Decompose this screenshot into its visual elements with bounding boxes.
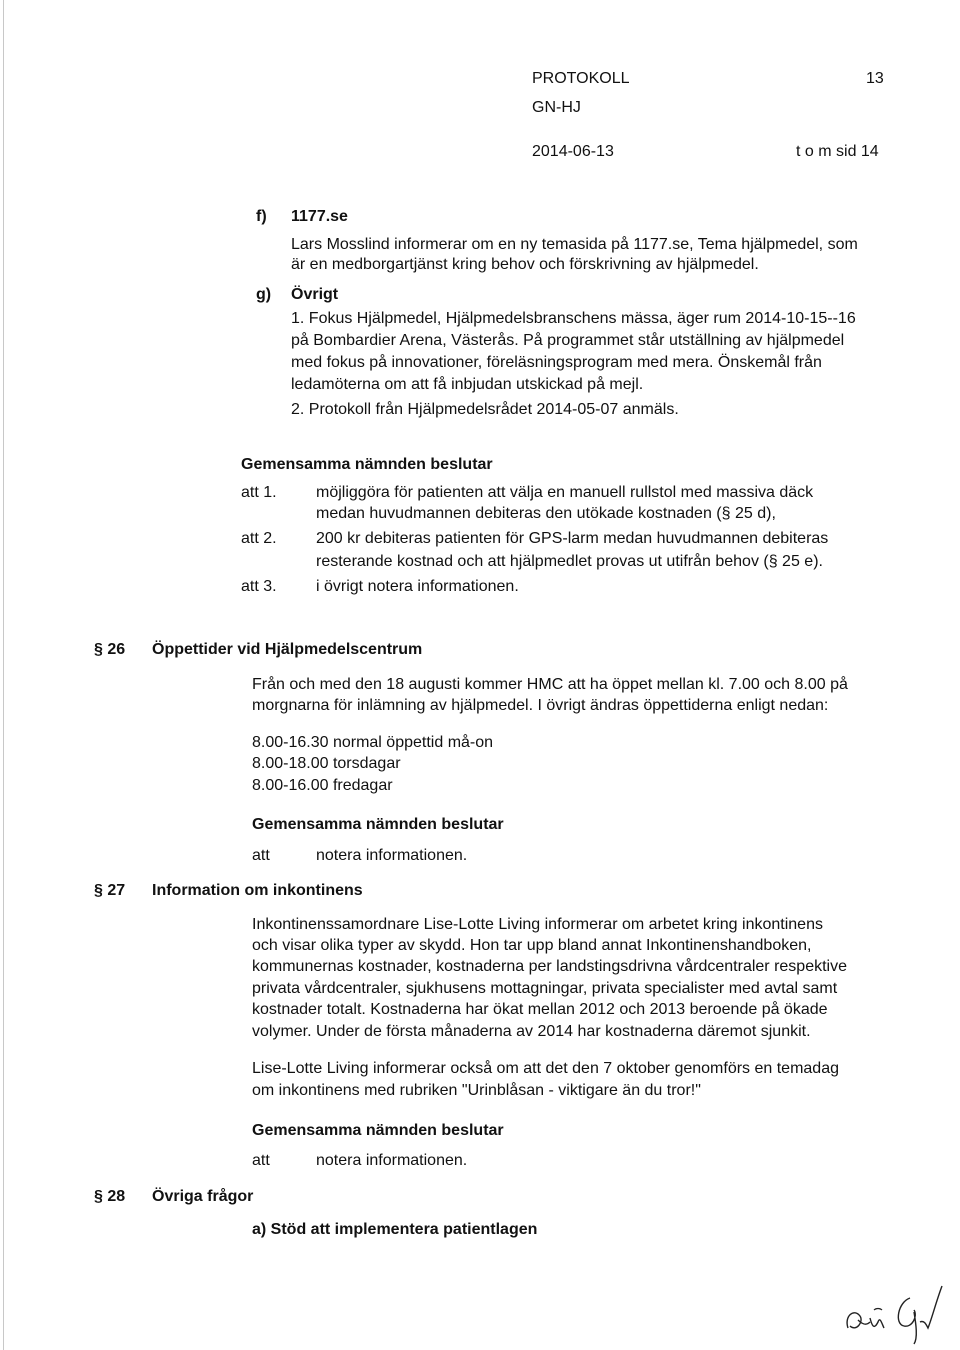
section-title: Övriga frågor	[152, 1188, 254, 1205]
section-line: volymer. Under de första månaderna av 2014 har kostnaderna däremot sjunkit.	[252, 1023, 811, 1040]
hours-line: 8.00-16.00 fredagar	[252, 777, 393, 794]
item-g-marker: g)	[256, 286, 272, 303]
decision-text: 200 kr debiteras patienten för GPS-larm medan huvudmannen debiteras	[316, 530, 829, 547]
scan-edge-line	[3, 0, 4, 1350]
section-line: om inkontinens med rubriken "Urinblåsan - viktigare än du tror!"	[252, 1082, 701, 1099]
decision-text: möjliggöra för patienten att välja en manuell rullstol med massiva däck	[316, 484, 814, 501]
section-line: Inkontinenssamordnare Lise-Lotte Living informerar om arbetet kring inkontinens	[252, 916, 823, 933]
item-f-line: Lars Mosslind informerar om en ny temasida på 1177.se, Tema hjälpmedel, som	[291, 236, 858, 253]
hours-line: 8.00-18.00 torsdagar	[252, 755, 401, 772]
decision-text: resterande kostnad och att hjälpmedlet provas ut utifrån behov (§ 25 e).	[316, 553, 823, 570]
decision-heading: Gemensamma nämnden beslutar	[241, 456, 493, 473]
section-line: Lise-Lotte Living informerar också om att det den 7 oktober genomförs en temadag	[252, 1060, 839, 1077]
item-g-line: ledamöterna om att få inbjudan utskickad på mejl.	[291, 376, 644, 393]
unit-code: GN-HJ	[532, 99, 581, 116]
item-g-line: 1. Fokus Hjälpmedel, Hjälpmedelsbranschens mässa, äger rum 2014-10-15--16	[291, 310, 856, 327]
decision-label: att	[252, 1152, 270, 1169]
section-line: kostnader totalt. Kostnaderna har ökat mellan 2012 och 2013 beroende på ökade	[252, 1001, 828, 1018]
decision-heading: Gemensamma nämnden beslutar	[252, 1122, 504, 1139]
handwritten-initials	[840, 1280, 950, 1350]
decision-text: medan huvudmannen debiteras den utökade kostnaden (§ 25 d),	[316, 505, 776, 522]
page-range: t o m sid 14	[796, 143, 879, 160]
section-line: Från och med den 18 augusti kommer HMC att ha öppet mellan kl. 7.00 och 8.00 på	[252, 676, 848, 693]
item-g-line: med fokus på innovationer, föreläsningsprogram med mera. Önskemål från	[291, 354, 822, 371]
item-f-line: är en medborgartjänst kring behov och förskrivning av hjälpmedel.	[291, 256, 759, 273]
item-f-marker: f)	[256, 208, 267, 225]
decision-text: notera informationen.	[316, 1152, 468, 1169]
doc-type: PROTOKOLL	[532, 70, 630, 87]
decision-label: att	[252, 847, 270, 864]
section-number: § 26	[94, 641, 126, 658]
section-title: Öppettider vid Hjälpmedelscentrum	[152, 641, 423, 658]
decision-heading: Gemensamma nämnden beslutar	[252, 816, 504, 833]
section-line: kommunernas kostnader, kostnaderna per landstingsdrivna vårdcentraler respektive	[252, 958, 847, 975]
decision-text: i övrigt notera informationen.	[316, 578, 519, 595]
section-line: privata vårdcentraler, sjukhusens mottagningar, privata specialister med avtal samt	[252, 980, 838, 997]
section-number: § 28	[94, 1188, 126, 1205]
item-g-title: Övrigt	[291, 286, 339, 303]
section-line: och visar olika typer av skydd. Hon tar upp bland annat Inkontinenshandboken,	[252, 937, 812, 954]
decision-text: notera informationen.	[316, 847, 468, 864]
decision-label: att 2.	[241, 530, 277, 547]
sub-heading: a) Stöd att implementera patientlagen	[252, 1221, 538, 1238]
hours-line: 8.00-16.30 normal öppettid må-on	[252, 734, 494, 751]
doc-date: 2014-06-13	[532, 143, 614, 160]
decision-label: att 1.	[241, 484, 277, 501]
item-g-line: på Bombardier Arena, Västerås. På programmet står utställning av hjälpmedel	[291, 332, 845, 349]
item-f-title: 1177.se	[291, 208, 348, 225]
item-g-line: 2. Protokoll från Hjälpmedelsrådet 2014-05-07 anmäls.	[291, 401, 679, 418]
section-line: morgnarna för inlämning av hjälpmedel. I övrigt ändras öppettiderna enligt nedan:	[252, 697, 829, 714]
section-number: § 27	[94, 882, 126, 899]
page-number: 13	[866, 70, 884, 87]
decision-label: att 3.	[241, 578, 277, 595]
section-title: Information om inkontinens	[152, 882, 363, 899]
